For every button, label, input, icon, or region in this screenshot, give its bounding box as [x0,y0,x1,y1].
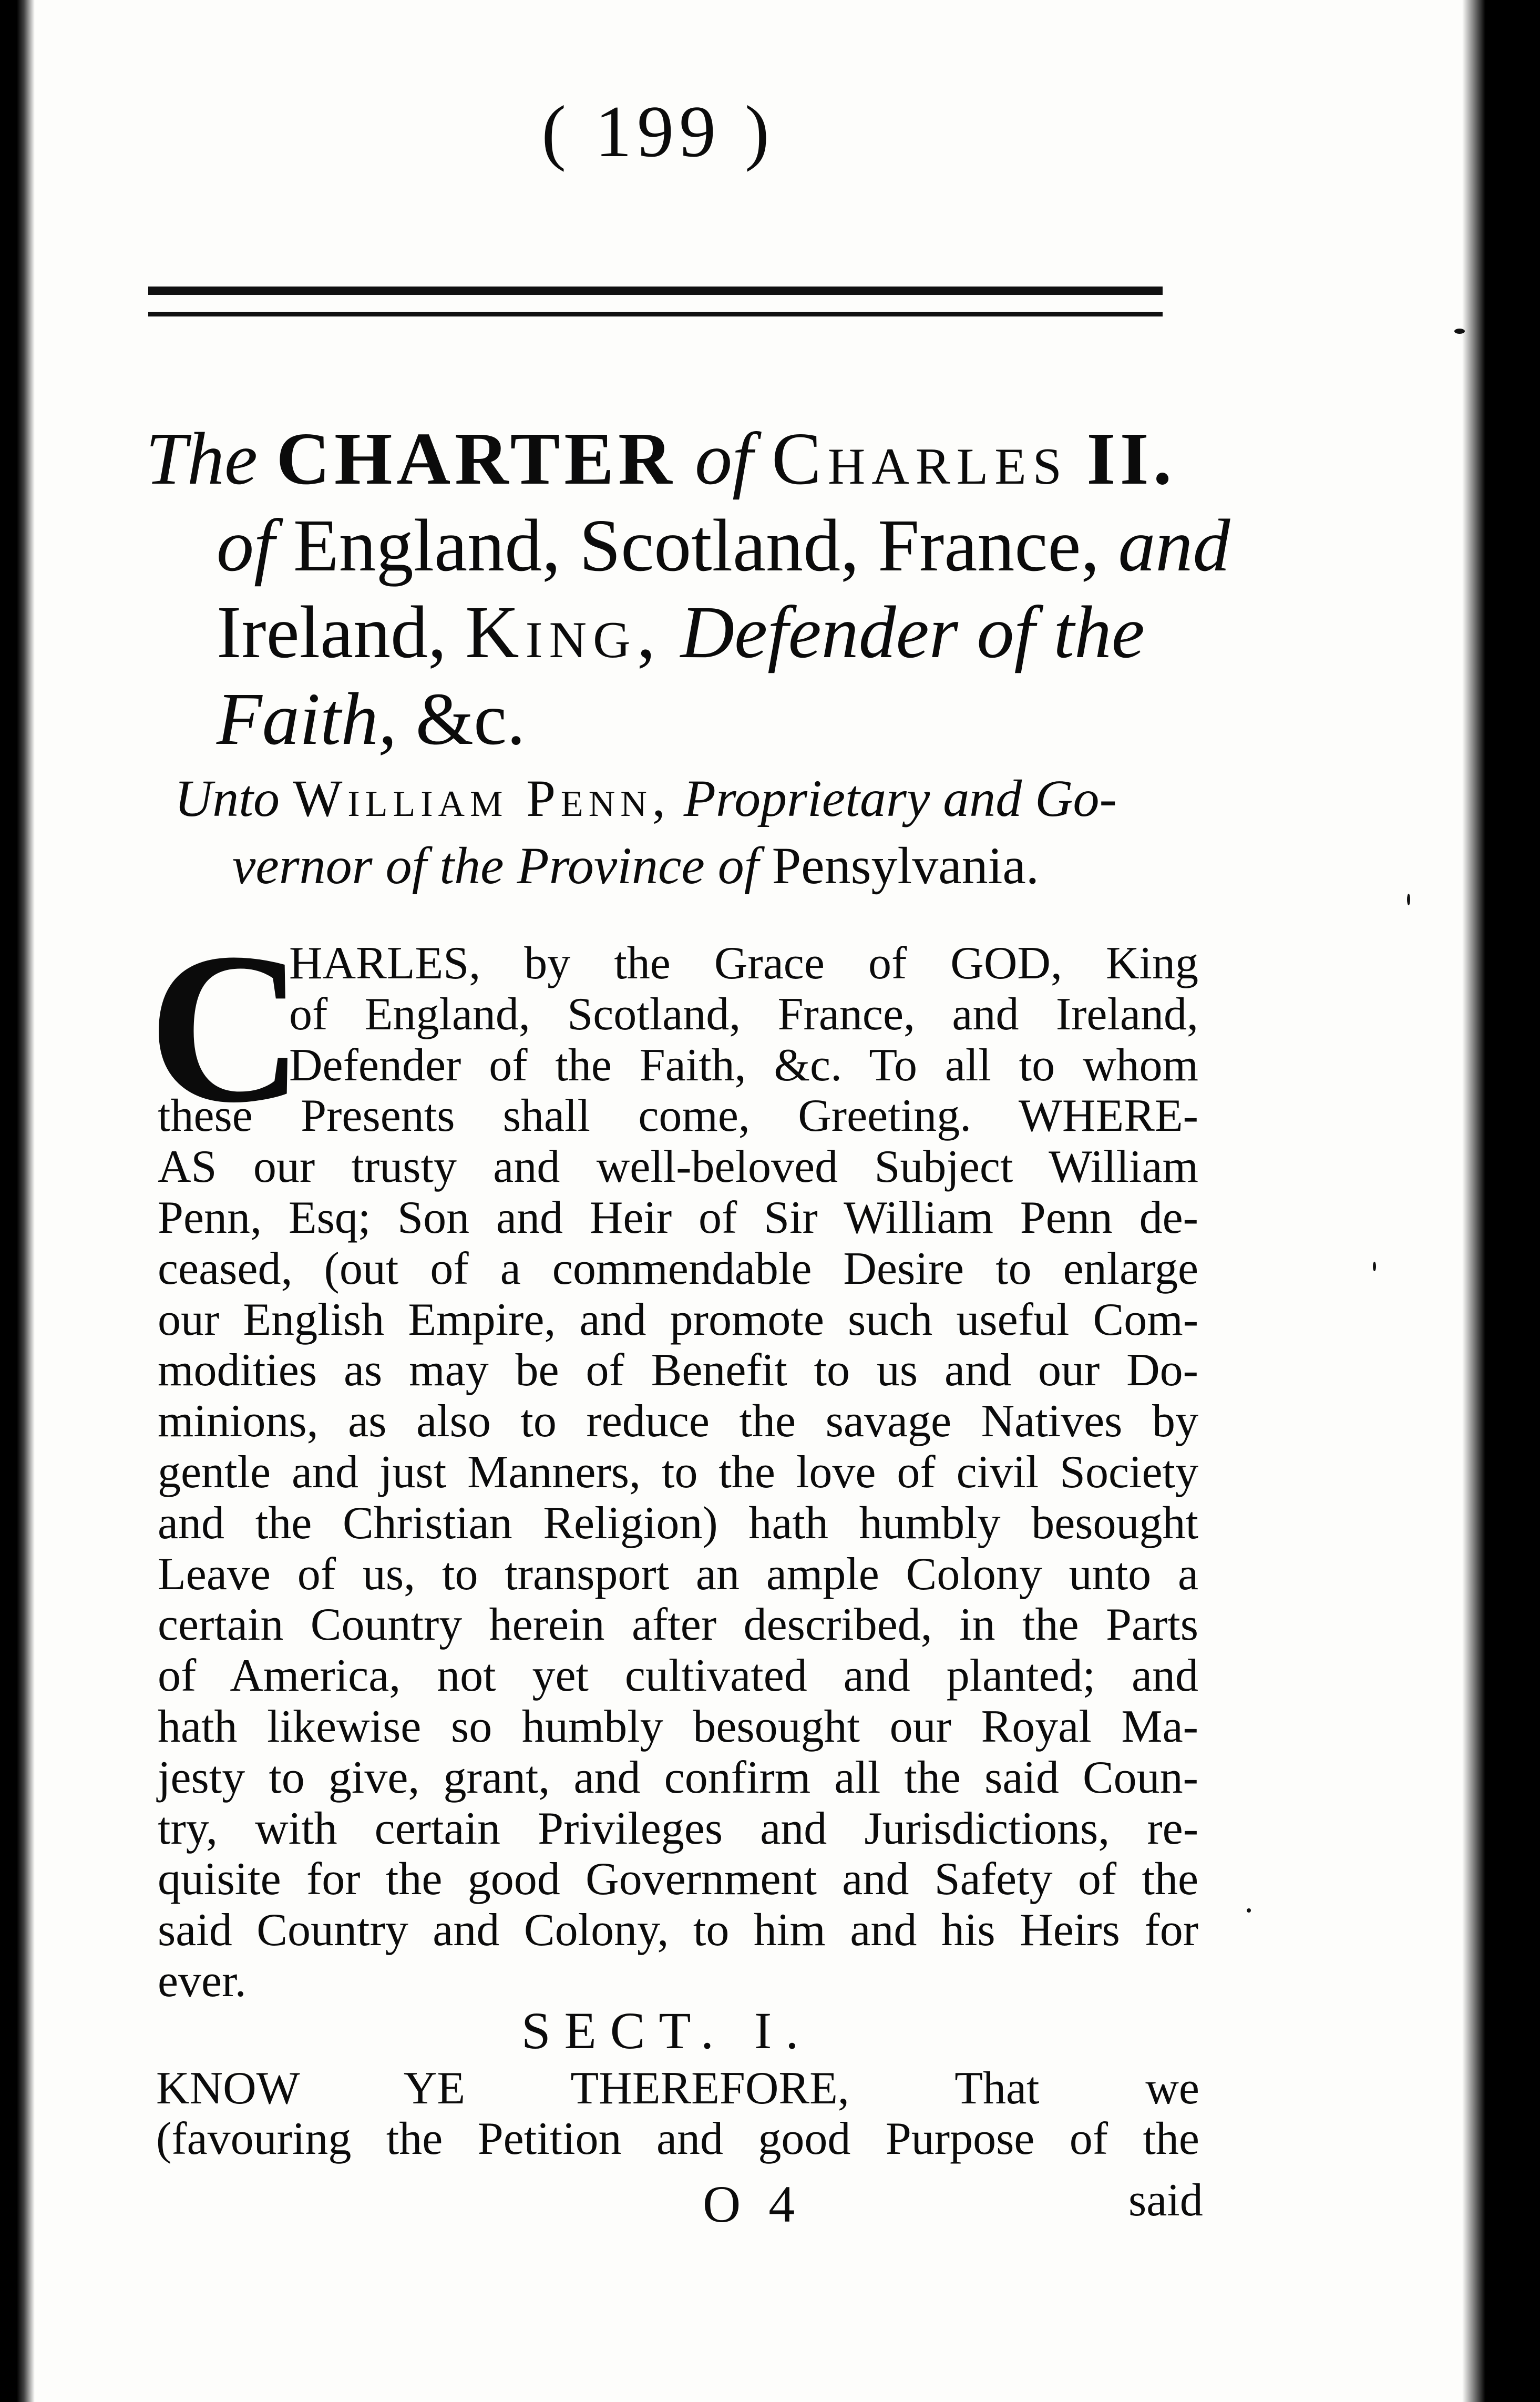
scan-speck [1407,894,1410,905]
signature-mark: O 4 [703,2175,803,2233]
title-word: The [146,417,258,500]
title-word: of [695,417,753,500]
header-rule-thin [148,312,1163,316]
text-line: certain Country herein after described, in the Parts [158,1599,1198,1651]
text-line: gentle and just Manners, to the love of civil Society [158,1446,1198,1498]
page-edge-shadow [17,0,35,2402]
catchword: said [1128,2175,1203,2226]
title-word: and [1118,504,1230,587]
text-line: ceased, (out of a commendable Desire to enlarge [158,1243,1198,1294]
subtitle-word: Pensylvania. [772,836,1039,895]
charter-subtitle [174,765,1205,900]
header-rule-thick [148,287,1163,295]
text-line: try, with certain Privileges and Jurisdictions, re- [158,1803,1198,1854]
section-heading: SECT. I. [521,2001,813,2060]
page-gutter [1462,0,1504,2402]
text-line: of America, not yet cultivated and planted; and [158,1650,1198,1702]
text-line: said Country and Colony, to him and his Heirs for [158,1905,1198,1956]
charter-title [146,415,1230,762]
subtitle-word: vernor of the Province of [232,836,759,895]
scan-speck [1373,1262,1376,1271]
title-word: &c. [415,677,526,760]
section-text [156,2063,1199,2164]
title-word: England, Scotland, France, [293,504,1100,587]
scan-speck [1454,329,1465,334]
title-word: Charles [772,417,1068,500]
text-line: (favouring the Petition and good Purpose of the [156,2113,1199,2164]
text-line: and the Christian Religion) hath humbly besought [158,1497,1198,1549]
text-line: modities as may be of Benefit to us and our Do- [158,1345,1198,1396]
book-page [17,0,1504,2402]
text-line: jesty to give, grant, and confirm all the said Coun- [158,1752,1198,1803]
charter-preamble [158,938,1198,2007]
text-line: minions, as also to reduce the savage Natives by [158,1396,1198,1447]
scan-speck [1247,1908,1251,1913]
text-line: quisite for the good Government and Safety of the [158,1854,1198,1905]
subtitle-word: Proprietary and Go- [683,769,1117,827]
text-line: Penn, Esq; Son and Heir of Sir William Penn de- [158,1192,1198,1243]
title-word: Defender of the [680,590,1145,673]
text-line: HARLES, by the Grace of GOD, King [289,938,1198,989]
text-line: of England, Scotland, France, and Ireland, [289,988,1198,1040]
text-line: Leave of us, to transport an ample Colony unto a [158,1548,1198,1600]
subtitle-word: Unto [174,769,280,827]
title-word: II. [1086,417,1176,500]
title-word: Faith, [217,677,397,760]
page-number: ( 199 ) [541,91,775,172]
text-line: these Presents shall come, Greeting. WHERE- [158,1090,1198,1142]
title-word: Ireland, [217,590,447,673]
text-line: ever. [158,1955,247,2007]
text-line: hath likewise so humbly besought our Royal Ma- [158,1701,1198,1752]
text-line: AS our trusty and well-beloved Subject William [158,1141,1198,1193]
text-line: KNOW YE THEREFORE, That we [156,2063,1199,2114]
title-word: CHARTER [276,417,676,500]
drop-cap: C [148,908,304,1147]
title-word: of [217,504,275,587]
text-line: Defender of the Faith, &c. To all to whom [289,1039,1198,1091]
title-word: King, [465,590,662,673]
text-line: our English Empire, and promote such useful Com- [158,1294,1198,1345]
subtitle-word: William Penn, [293,769,671,827]
